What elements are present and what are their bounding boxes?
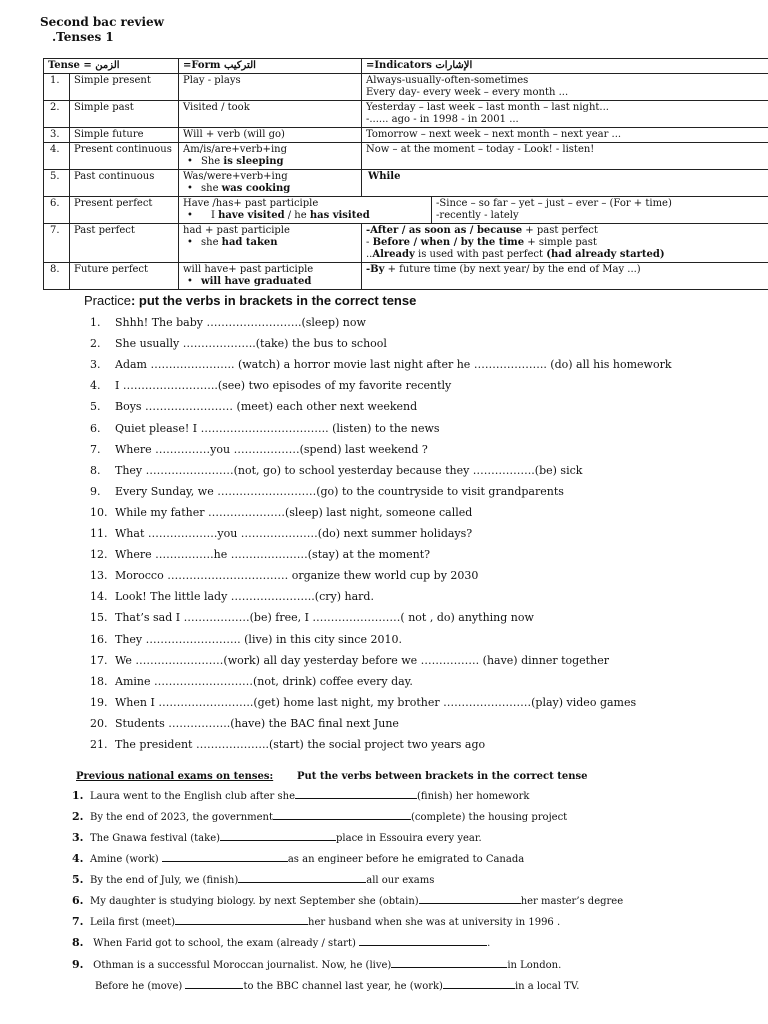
practice-item [90,654,609,667]
national-item-continued [95,979,579,992]
item-number: 3. [90,358,101,372]
example-bullet [183,156,357,168]
tense-indicators: While [362,170,768,197]
item-text: They …………………….. (live) in this city since 2010. [115,632,402,646]
example-bullet [183,210,427,222]
national-item [72,852,524,865]
practice-item [90,316,366,329]
tense-name: Future perfect [70,263,179,290]
indicator-bold: (had already started) [546,249,665,260]
tense-indicators [362,224,768,263]
tense-indicators [362,101,768,128]
practice-item [90,590,374,603]
example-text: / he [284,210,310,221]
row-number: 1. [44,74,70,101]
form-line: Was/were+verb+ing [183,171,288,182]
example-text: she [201,237,222,248]
indicator-line: -...... ago - in 1998 - in 2001 ... [366,114,519,125]
item-text: Adam ………………….. (watch) a horror movie last night after he ……………….. (do) all his homework [115,358,672,372]
item-number: 6. [72,894,84,907]
table-row [44,128,768,143]
answer-blank[interactable] [359,936,487,946]
practice-prefix: Practice [84,293,131,308]
indicator-text: - [366,237,373,248]
item-number: 5. [72,873,84,886]
item-number: 6. [90,421,101,435]
example-bullet [183,237,357,249]
indicator-bold: -By [366,264,385,275]
item-number: 1. [72,789,84,802]
indicator-bold: Before / when / by the time [372,237,525,248]
table-row [44,197,768,224]
item-text: in a local TV. [514,981,580,992]
tense-name: Simple future [70,128,179,143]
answer-blank[interactable] [443,979,515,989]
tense-form: Visited / took [179,101,362,128]
example-bullet [183,183,357,195]
indicator-bold: -After / as soon as / because [366,225,523,236]
tense-name: Present continuous [70,143,179,170]
item-text: I ……………………..(see) two episodes of my favorite recently [115,379,452,393]
item-text: My daughter is studying biology. by next September she (obtain) [90,896,419,907]
item-number: 4. [90,379,101,393]
doc-subtitle: .Tenses 1 [52,30,114,44]
answer-blank[interactable] [273,810,411,820]
col-indicators-header: =Indicators الإشارات [362,59,768,74]
item-text: By the end of 2023, the government [90,812,274,823]
indicator-bold: Already [372,249,415,260]
item-text: She usually ………………..(take) the bus to school [115,337,387,351]
answer-blank[interactable] [238,873,366,883]
practice-item [90,337,387,350]
item-text: (complete) the housing project [411,812,568,823]
item-number: 18. [90,674,108,688]
item-text: all our exams [366,875,435,886]
tense-name: Past continuous [70,170,179,197]
national-item [72,936,490,949]
indicator-line [366,237,768,249]
national-item [72,810,567,823]
tense-form [179,170,362,197]
answer-blank[interactable] [162,852,288,862]
row-number: 7. [44,224,70,263]
item-text: Look! The little lady …………………..(cry) hard. [115,590,374,604]
item-number: 7. [90,442,101,456]
practice-item [90,400,417,413]
item-text: Othman is a successful Moroccan journalist. Now, he (live) [90,960,392,971]
form-line: Am/is/are+verb+ing [183,144,287,155]
example-text: she [201,183,222,194]
tense-name: Simple present [70,74,179,101]
item-text: as an engineer before he emigrated to Canada [287,854,525,865]
item-number: 14. [90,590,108,604]
tenses-table [43,58,768,290]
indicator-line: -Since – so far – yet – just – ever – (For + time) [436,198,672,209]
indicator-text: + past perfect [522,225,598,236]
item-text: to the BBC channel last year, he (work) [243,981,443,992]
row-number: 3. [44,128,70,143]
practice-item [90,379,451,392]
item-number: 5. [90,400,101,414]
item-number: 16. [90,632,108,646]
row-number: 4. [44,143,70,170]
practice-item [90,506,472,519]
tense-name: Past perfect [70,224,179,263]
national-item [72,915,560,928]
item-text: Boys …………………… (meet) each other next weekend [115,400,418,414]
item-number: 13. [90,569,108,583]
item-number: 20. [90,716,108,730]
item-text: Before he (move) [95,981,186,992]
row-number: 5. [44,170,70,197]
item-text: We ……………………(work) all day yesterday before we ……………. (have) dinner together [115,653,609,667]
national-item [72,789,529,802]
indicator-line: Always-usually-often-sometimes [366,75,529,86]
practice-item [90,696,636,709]
item-number: 8. [72,936,84,949]
indicator-line: -recently - lately [436,210,519,221]
tense-form: Play - plays [179,74,362,101]
table-row [44,143,768,170]
practice-item [90,485,564,498]
item-number: 10. [90,505,108,519]
indicator-line: Yesterday – last week – last month – last night... [366,102,609,113]
indicator-line: Every day- every week – every month ... [366,87,569,98]
item-text: The Gnawa festival (take) [90,833,221,844]
item-text: Shhh! The baby ……………………..(sleep) now [115,316,366,329]
example-verb: is sleeping [223,156,284,167]
practice-item [90,527,472,540]
item-number: 21. [90,738,108,751]
indicator-text: .. [366,249,373,260]
row-number: 8. [44,263,70,290]
indicator-text: is used with past perfect [414,249,547,260]
example-text: She [201,156,224,167]
national-instruction: Put the verbs between brackets in the correct tense [297,771,588,782]
table-row [44,224,768,263]
item-text: When I ……………………..(get) home last night, my brother ……………………(play) video games [115,695,637,709]
indicator-line [366,225,768,237]
item-number: 15. [90,611,108,625]
item-number: 19. [90,695,108,709]
item-text: Quiet please! I …………………………….. (listen) to the news [115,421,440,435]
tense-name: Present perfect [70,197,179,224]
example-verb: had taken [221,237,278,248]
tense-form: Will + verb (will go) [179,128,362,143]
table-row [44,263,768,290]
practice-instruction: : put the verbs in brackets in the correct tense [130,293,417,308]
item-text: Every Sunday, we ………………………(go) to the countryside to visit grandparents [115,484,564,498]
item-number: 17. [90,653,108,667]
form-line: had + past participle [183,225,290,236]
item-text: While my father …………………(sleep) last night, someone called [115,505,473,519]
tense-form [179,224,362,263]
answer-blank[interactable] [185,979,243,989]
item-text: They ……………………(not, go) to school yesterday because they ……………..(be) sick [115,463,583,477]
item-text: That’s sad I ………………(be) free, I ……………………( not , do) anything now [115,611,534,625]
item-number: 8. [90,463,101,477]
item-text: The president ………………..(start) the social project two years ago [115,738,486,751]
item-text: (finish) her homework [417,791,530,802]
item-number: 1. [90,316,101,329]
table-row [44,101,768,128]
answer-blank[interactable] [391,958,507,968]
item-number: 9. [90,484,101,498]
answer-blank[interactable] [295,789,417,799]
item-number: 2. [72,810,84,823]
item-text: When Farid got to school, the exam (already / start) [90,938,360,949]
tense-form [179,197,432,224]
item-number: 7. [72,915,84,928]
practice-item [90,569,478,582]
practice-item [90,443,428,456]
item-number: 2. [90,337,101,351]
example-verb: have visited [218,210,285,221]
example-verb: was cooking [221,183,291,194]
national-item [72,958,561,971]
answer-blank[interactable] [419,894,521,904]
item-text: Students ……………..(have) the BAC final next June [115,716,399,730]
national-item [72,894,623,907]
practice-item [90,422,440,435]
item-text: Amine ………………………(not, drink) coffee every day. [115,674,413,688]
item-text: Laura went to the English club after she [90,791,296,802]
item-number: 3. [72,831,84,844]
tense-indicators: Now – at the moment – today - Look! - listen! [362,143,768,170]
item-number: 4. [72,852,84,865]
practice-item [90,611,534,624]
practice-title [84,293,416,308]
tense-indicators [362,263,768,290]
item-text: What ……………….you …………………(do) next summer holidays? [115,527,473,540]
item-text: . [487,938,491,949]
row-number: 6. [44,197,70,224]
item-number: 9. [72,958,84,971]
example-verb: will have graduated [201,276,312,287]
col-tense-header: Tense = الزمن [44,59,179,74]
practice-item [90,548,430,561]
item-text: By the end of July, we (finish) [90,875,239,886]
form-line: Have /has+ past participle [183,198,319,209]
practice-item [90,738,485,751]
practice-item [90,358,672,371]
doc-title: Second bac review [40,15,165,29]
item-number: 11. [90,527,108,540]
item-text: in London. [507,960,562,971]
practice-item [90,717,399,730]
answer-blank[interactable] [220,831,336,841]
col-form-header: =Form التركيب [179,59,362,74]
item-text: Where ……………you ………………(spend) last weekend ? [115,442,428,456]
answer-blank[interactable] [175,915,308,925]
tense-indicators [432,197,768,224]
example-bullet [183,276,357,288]
tense-form [179,143,362,170]
example-verb: has visited [309,210,370,221]
national-item [72,831,482,844]
national-heading: Previous national exams on tenses: [76,771,274,782]
practice-item [90,633,402,646]
item-text: her husband when she was at university in 1996 . [308,917,561,928]
tense-indicators [362,74,768,101]
table-row [44,74,768,101]
table-row [44,170,768,197]
form-line: will have+ past participle [183,264,314,275]
item-text: Amine (work) [90,854,162,865]
tense-form [179,263,362,290]
item-text: her master’s degree [520,896,624,907]
table-header-row [44,59,768,74]
example-text: I [211,210,219,221]
item-number: 12. [90,548,108,562]
indicator-line [366,249,768,261]
indicator-text: + future time (by next year/ by the end of May ...) [384,264,641,275]
item-text: Morocco …………………………… organize thew world cup by 2030 [115,569,479,583]
row-number: 2. [44,101,70,128]
practice-item [90,675,413,688]
tense-indicators: Tomorrow – next week – next month – next year ... [362,128,768,143]
indicator-text: + simple past [524,237,597,248]
item-text: Where …………….he …………………(stay) at the moment? [115,548,431,562]
tense-name: Simple past [70,101,179,128]
item-text: place in Essouira every year. [336,833,482,844]
practice-item [90,464,582,477]
national-item [72,873,434,886]
item-text: Leila first (meet) [90,917,176,928]
